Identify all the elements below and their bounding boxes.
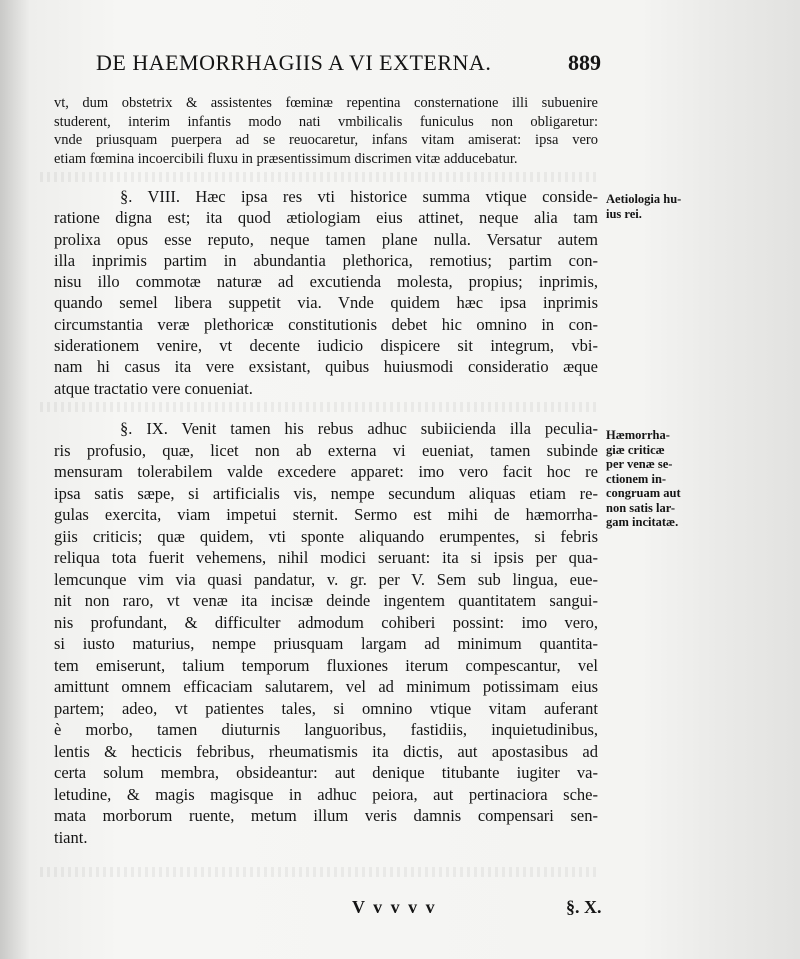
signature-mark: V v v v v: [352, 897, 437, 917]
text-line: reliqua tota fuerit vehemens, nihil modici seruant: ita si ipsis per qua-: [54, 548, 598, 567]
text-line: mata morborum ruente, metum illum veris damnis compensari sen-: [54, 806, 598, 825]
margin-note-line: per venæ se-: [606, 457, 673, 471]
text-line: ratione digna est; ita quod ætiologiam eius attinet, neque alia tam: [54, 208, 598, 228]
text-line: vt, dum obstetrix & assistentes fœminæ repentina consternatione illi subuenire: [54, 95, 598, 111]
text-line: lentis & hecticis febribus, rheumatismis ita dictis, aut apostasibus ad: [54, 741, 598, 761]
text-line: nisu illo commotæ naturæ ad excutienda molesta, propius; inprimis,: [54, 272, 598, 292]
margin-note-line: non satis lar-: [606, 500, 675, 515]
text-line: §. IX. Venit tamen his rebus adhuc subiicienda illa peculia-: [120, 419, 598, 438]
margin-note-aetiologia: [606, 192, 710, 221]
show-through-mark: [40, 867, 600, 877]
text-line: giis criticis; quæ quidem, vti sponte aliquando erumpentes, si febris: [54, 526, 598, 546]
text-line: studerent, interim infantis modo nati vmbilicalis funiculus non obligaretur:: [54, 113, 598, 130]
text-line: ipsa satis sæpe, si artificialis vis, nempe secundum aliquas etiam re-: [54, 483, 598, 503]
margin-note-haemorrhagiae: [606, 428, 710, 530]
text-line: è morbo, tamen diuturnis languoribus, fastidiis, inquietudinibus,: [54, 720, 598, 739]
text-line: circumstantia veræ plethoricæ constitutionis debet hic omnino in con-: [54, 314, 598, 334]
text-line: nis profundant, & difficulter admodum cohiberi possint: imo vero,: [54, 612, 598, 632]
text-line: illa inprimis partim in abundantia plethorica, remotius; partim con-: [54, 250, 598, 270]
text-line: vnde priusquam puerpera ad se reuocaretur, infans vitam amiserat: ipsa vero: [54, 132, 598, 148]
text-line: si iusto maturius, nempe priusquam largam ad minimum quantita-: [54, 634, 598, 653]
margin-note-line: ius rei.: [606, 206, 642, 221]
text-line: tem emiserunt, talium temporum fluxiones iterum compescantur, vel: [54, 655, 598, 675]
margin-note-line: congruam aut: [606, 486, 681, 500]
margin-note-line: Aetiologia hu-: [606, 192, 682, 206]
page-number: 889: [568, 50, 601, 75]
margin-note-line: Hæmorrha-: [606, 428, 670, 442]
text-line: quando semel libera suppetit via. Vnde quidem hæc ipsa inprimis: [54, 293, 598, 313]
text-line: mensuram tolerabilem valde excedere apparet: imo vero facit hoc re: [54, 462, 598, 481]
text-line: certa solum membra, obsideantur: aut denique titubante iugiter va-: [54, 763, 598, 782]
running-title: DE HAEMORRHAGIIS A VI EXTERNA.: [96, 50, 492, 75]
text-line: partem; adeo, vt patientes tales, si omnino vtique vitam auferant: [54, 698, 598, 718]
text-line: letudine, & magis magisque in adhuc peiora, aut pertinaciora sche-: [54, 784, 598, 804]
catchword: §. X.: [566, 897, 602, 917]
text-line: gulas exercita, viam impetui sternit. Sermo est mihi de hæmorrha-: [54, 505, 598, 524]
text-line: siderationem venire, vt decente iudicio dispicere sit integrum, vbi-: [54, 336, 598, 356]
margin-note-line: gam incitatæ.: [606, 515, 679, 529]
text-line: prolixa opus esse reputo, neque tamen plane nulla. Versatur autem: [54, 229, 598, 249]
section-viii: [54, 186, 598, 399]
text-line: nit non raro, vt venæ ita incisæ deinde ingentem quantitatem sangui-: [54, 591, 598, 610]
margin-note-line: ctionem in-: [606, 471, 667, 486]
show-through-mark: [40, 172, 600, 182]
text-line: lemcunque vim via quasi pandatur, v. gr. per V. Sem sub lingua, eue-: [54, 569, 598, 589]
text-line: amittunt omnem efficaciam salutarem, vel ad minimum potissimam eius: [54, 677, 598, 696]
text-line: ris profusio, quæ, licet non ab externa vi eueniat, tamen subinde: [54, 440, 598, 460]
paragraph-continuation: [54, 94, 598, 168]
margin-note-line: giæ criticæ: [606, 442, 665, 457]
text-line: etiam fœmina incoercibili fluxu in præsentissimum discrimen vitæ adducebatur.: [54, 150, 518, 167]
text-line: §. VIII. Hæc ipsa res vti historice summa vtique conside-: [120, 187, 598, 206]
page-header: [0, 48, 800, 78]
show-through-mark: [40, 402, 600, 412]
text-line: atque tractatio vere conueniat.: [54, 378, 253, 398]
section-ix: [54, 418, 598, 848]
text-line: nam hi casus ita vere exsistant, quibus huiusmodi consideratio æque: [54, 357, 598, 377]
text-line: tiant.: [54, 827, 88, 847]
page-footer: [0, 897, 800, 921]
